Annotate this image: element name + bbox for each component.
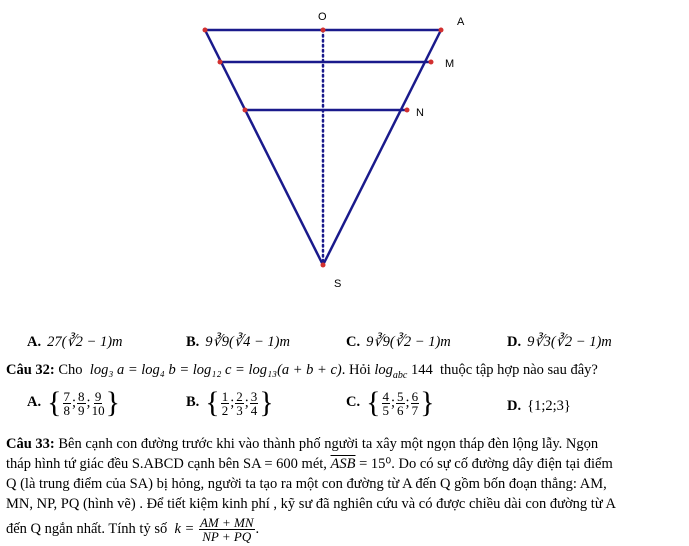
- q33-label: Câu 33:: [6, 436, 55, 452]
- q33-line2: tháp hình tứ giác đều S.ABCD cạnh bên SA = 600 mét, $\overline{ASB} = 15^0$. Do có sự cố đường dây điện tại điểm: [6, 456, 613, 472]
- q33-line3: Q (là trung điểm của SA) bị hỏng, người ta tạo ra một con đường từ A đến Q gồm bốn đoạn thẳng: AM,: [6, 476, 607, 492]
- side-right: [323, 30, 441, 265]
- point-S: [321, 263, 326, 268]
- q31-option-a: A. 27(∛2 − 1)m: [27, 334, 123, 350]
- point-M: [429, 60, 434, 65]
- q31-option-d: D. 9∛3(∛2 − 1)m: [507, 334, 612, 350]
- q32-stem: Câu 32: Cho log₃ a = log₄ b = log₁₂ c = log₁₃(a + b + c). Hỏi $\log_{abc} 144$ thuộc tập hợp nào sau đây?: [6, 362, 598, 381]
- point-A: [439, 28, 444, 33]
- point-low-left: [243, 108, 248, 113]
- side-left: [205, 30, 323, 265]
- point-N: [405, 108, 410, 113]
- q32-option-c: C. { $\frac{4}{5}$ ; $\frac{5}{6}$ ; $\frac{6}{7}$ }: [346, 386, 435, 419]
- q31-option-c: C. 9∛9(∛2 − 1)m: [346, 334, 451, 350]
- q33-angle: $\overline{ASB}$: [330, 456, 356, 472]
- label-N: N: [416, 107, 424, 119]
- label-A: A: [457, 16, 465, 28]
- label-O: O: [318, 11, 327, 23]
- q31-option-b: B. 9∛9(∛4 − 1)m: [186, 334, 290, 350]
- q32-equation: log₃ a = log₄ b = log₁₂ c = log₁₃(a + b + c): [89, 362, 342, 378]
- label-M: M: [445, 58, 455, 70]
- label-S: S: [334, 278, 342, 290]
- q32-option-d: D. {1;2;3}: [507, 398, 571, 414]
- q33-line5: đến Q ngắn nhất. Tính tỷ số k = $\frac{AM + MN}{NP + PQ}$ .: [6, 515, 260, 544]
- q33-line1: Câu 33: Bên cạnh con đường trước khi vào thành phố người ta xây một ngọn tháp đèn lộng lẫy. Ngọn: [6, 436, 599, 452]
- q32-label: Câu 32:: [6, 362, 55, 378]
- point-mid-left: [218, 60, 223, 65]
- point-O: [321, 28, 326, 33]
- q33-paragraph: [6, 434, 686, 543]
- q32-option-a: A. { $\frac{7}{8}$ ; $\frac{8}{9}$ ; $\frac{9}{10}$ }: [27, 386, 120, 419]
- q32-option-b: B. { $\frac{1}{2}$ ; $\frac{2}{3}$ ; $\frac{3}{4}$ }: [186, 386, 274, 419]
- point-top-left: [203, 28, 208, 33]
- q33-line4: MN, NP, PQ (hình vẽ) . Để tiết kiệm kinh phí , kỹ sư đã nghiên cứu và có được chiều dài con đường từ A: [6, 496, 616, 512]
